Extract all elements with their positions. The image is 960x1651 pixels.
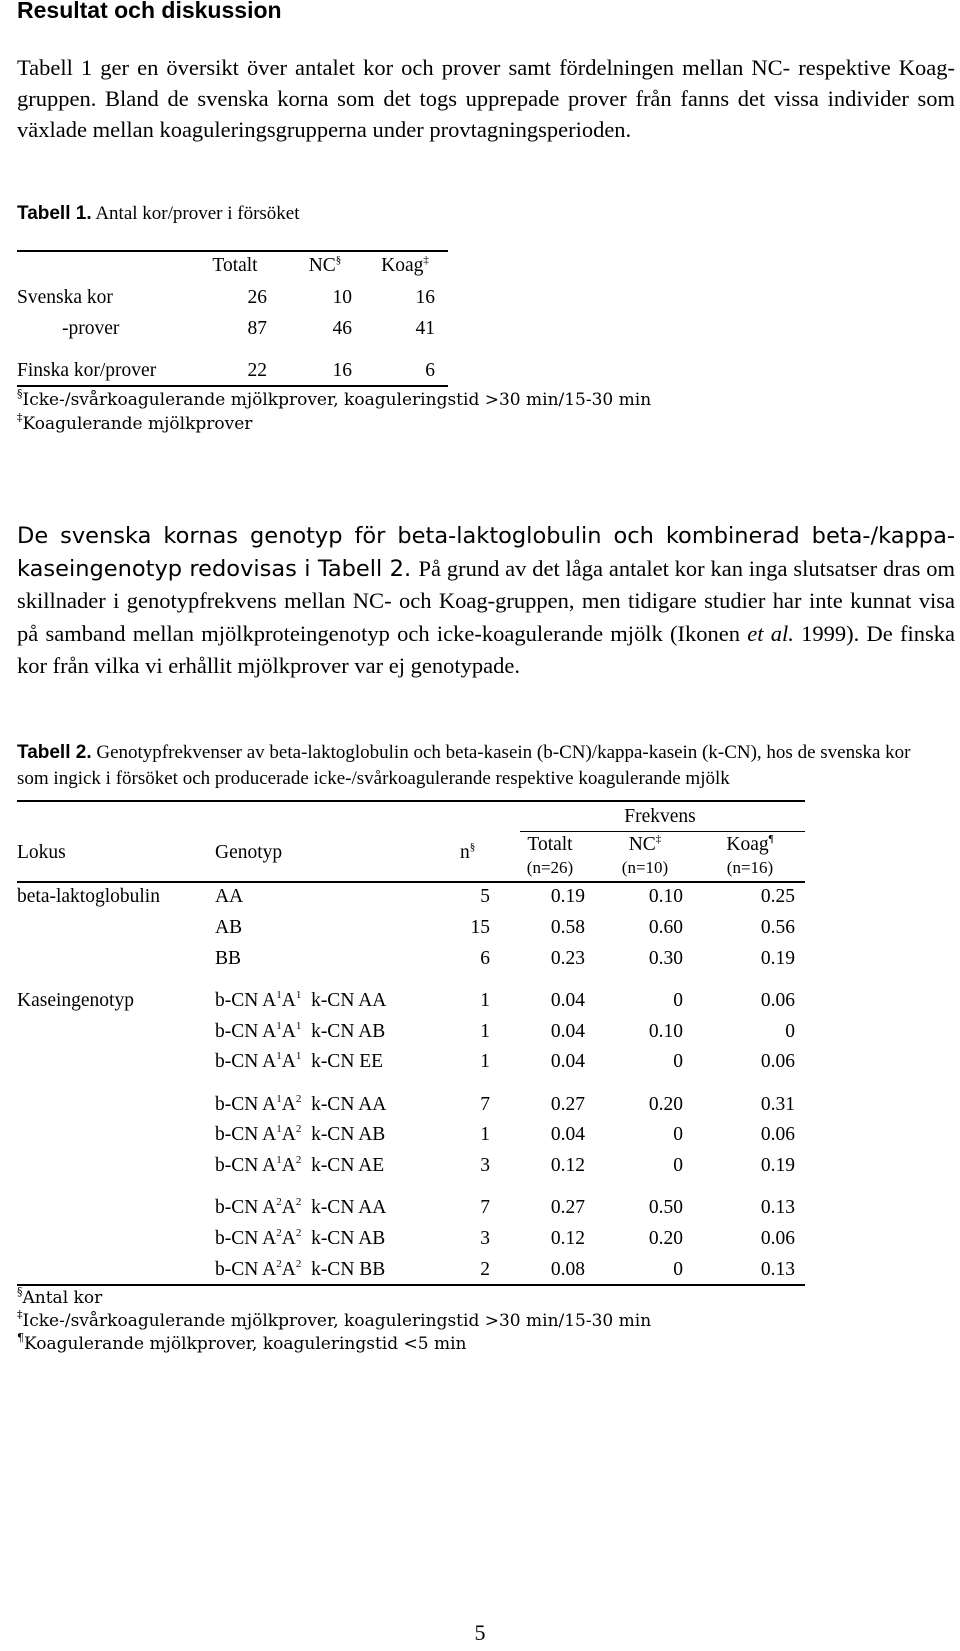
table2-top-rule [17, 800, 805, 802]
table2-totalt: 0.23 [550, 948, 585, 969]
table2-footnote: §Antal kor [17, 1285, 103, 1308]
table2-koag: 0.06 [760, 1124, 795, 1145]
table2-caption-text: Genotypfrekvenser av beta-laktoglobulin och beta-kasein (b-CN)/kappa-kasein (k-CN), hos de svenska kor som ingick i försöket och producerade icke-/svårkoagulerande respektive koagulerande mjölk [17, 742, 911, 789]
table2-n: 6 [480, 948, 490, 969]
table2-totalt: 0.27 [550, 1197, 585, 1218]
table2-totalt: 0.12 [550, 1155, 585, 1176]
table2-n: 1 [480, 990, 490, 1011]
table2-n: 15 [470, 917, 490, 938]
table2-nc: 0.10 [648, 1021, 683, 1042]
table2-header-koag: Koag¶ [726, 833, 774, 855]
table2-genotyp: b-CN $A^2A^2$ k-CN AA [215, 1196, 387, 1218]
table2-koag: 0.56 [760, 917, 795, 938]
paragraph-genotype-part1: De svenska kornas genotyp för beta-laktoglobulin och kombinerad beta-/kappa-kaseingenotyp redovisas i Tabell 2. [17, 523, 955, 582]
table2-caption [17, 740, 945, 792]
table2-koag: 0.06 [760, 990, 795, 1011]
table1-header-totalt: Totalt [212, 255, 258, 276]
table2-totalt: 0.04 [550, 1021, 585, 1042]
table2-n: 1 [480, 1124, 490, 1145]
table1-row-label: -prover [62, 318, 120, 339]
table2-nc: 0 [673, 1051, 683, 1072]
table2-header-totalt: Totalt [527, 834, 573, 855]
table2-nc: 0.10 [648, 886, 683, 907]
table1-caption [17, 203, 300, 225]
table1-cell: 26 [247, 287, 267, 308]
table2-genotyp: AB [215, 917, 243, 938]
table2-bottom-rule [17, 1284, 805, 1286]
table2-header-n: n§ [460, 841, 476, 863]
table2-koag: 0.31 [760, 1094, 795, 1115]
table1-cell: 46 [332, 318, 352, 339]
table2-nc: 0.20 [648, 1228, 683, 1249]
table2-nc: 0 [673, 1155, 683, 1176]
paragraph-genotype [17, 521, 955, 683]
table2-nc: 0.50 [648, 1197, 683, 1218]
table2-genotyp: b-CN $A^2A^2$ k-CN BB [215, 1258, 386, 1280]
table1-footnote: ‡Koagulerande mjölkprover [17, 411, 253, 434]
table2-totalt: 0.04 [550, 990, 585, 1011]
table2-lokus: beta-laktoglobulin [17, 886, 160, 907]
table2-koag: 0.25 [760, 886, 795, 907]
table2-koag: 0.13 [760, 1197, 795, 1218]
table2-genotyp: b-CN $A^1A^1$ k-CN AB [215, 1020, 386, 1042]
table2-totalt: 0.19 [550, 886, 585, 907]
table2-header-rule [17, 881, 805, 883]
table1-header-koag: Koag‡ [381, 254, 429, 276]
table2-totalt: 0.04 [550, 1124, 585, 1145]
table1-cell: 87 [247, 318, 267, 339]
table2-header-genotyp: Genotyp [215, 842, 283, 863]
table1-cell: 6 [425, 360, 435, 381]
table1-header-nc: NC§ [308, 254, 342, 276]
table2-nc: 0 [673, 1259, 683, 1280]
table2-genotyp: b-CN $A^1A^2$ k-CN AE [215, 1154, 385, 1176]
table1-caption-label: Tabell 1. [17, 203, 92, 224]
table2-totalt: 0.12 [550, 1228, 585, 1249]
table2-genotyp: AA [215, 886, 244, 907]
table2-n: 3 [480, 1228, 490, 1249]
table1-cell: 10 [332, 287, 352, 308]
paragraph-genotype-part2: På grund av det låga antalet kor kan inga slutsatser dras om skillnader i genotypfrekvens mellan NC- och Koag-gruppen, men tidigare studier har inte kunnat visa på samband mellan mjölkproteingenotyp och icke-koagulerande mjölk (Ikonen et al. 1999). De finska kor från vilka vi erhållit mjölkprover var ej genotypade. [17, 555, 956, 678]
table2-header-nc-n: (n=10) [621, 858, 669, 877]
table2-genotyp: BB [215, 948, 242, 969]
table2-n: 1 [480, 1021, 490, 1042]
table1-bottom-rule [17, 385, 448, 387]
table2-genotyp: b-CN $A^1A^2$ k-CN AA [215, 1093, 387, 1115]
table2-lokus: Kaseingenotyp [17, 990, 134, 1011]
table2-n: 5 [480, 886, 490, 907]
table2-nc: 0.30 [648, 948, 683, 969]
table2-koag: 0.06 [760, 1051, 795, 1072]
table2-nc: 0.60 [648, 917, 683, 938]
table2-caption-label: Tabell 2. [17, 742, 92, 763]
table1-row-label: Svenska kor [17, 287, 113, 308]
table1-row-label: Finska kor/prover [17, 360, 157, 381]
table2-koag: 0 [785, 1021, 795, 1042]
table2-nc: 0 [673, 990, 683, 1011]
table2-genotyp: b-CN $A^2A^2$ k-CN AB [215, 1227, 386, 1249]
table2-nc: 0 [673, 1124, 683, 1145]
paragraph-intro: Tabell 1 ger en översikt över antalet kor och prover samt fördelningen mellan NC- respektive Koag-gruppen. Bland de svenska korna som det togs upprepade prover från fanns det vissa individer som växlade mellan koaguleringsgrupperna under provtagningsperioden. [17, 55, 955, 142]
table1-cell: 22 [247, 360, 267, 381]
table2-n: 7 [480, 1094, 490, 1115]
table2-genotyp: b-CN $A^1A^2$ k-CN AB [215, 1123, 386, 1145]
table2-n: 2 [480, 1259, 490, 1280]
table2-nc: 0.20 [648, 1094, 683, 1115]
table1-cell: 16 [332, 360, 352, 381]
table2-n: 7 [480, 1197, 490, 1218]
table2-totalt: 0.58 [550, 917, 585, 938]
table1-top-rule [17, 250, 448, 252]
section-heading: Resultat och diskussion [17, 0, 282, 23]
table2-totalt: 0.08 [550, 1259, 585, 1280]
table2-koag: 0.19 [760, 948, 795, 969]
table2-header-lokus: Lokus [17, 842, 66, 863]
table2-footnote: ¶Koagulerande mjölkprover, koaguleringstid <5 min [17, 1331, 467, 1354]
table2-totalt: 0.27 [550, 1094, 585, 1115]
page-number: 5 [474, 1620, 486, 1645]
table2-n: 3 [480, 1155, 490, 1176]
table2-totalt: 0.04 [550, 1051, 585, 1072]
table2-header-nc: NC‡ [628, 833, 662, 855]
table1-cell: 16 [415, 287, 435, 308]
table2-group-header: Frekvens [624, 806, 696, 827]
table2-genotyp: b-CN $A^1A^1$ k-CN AA [215, 989, 387, 1011]
table2-koag: 0.13 [760, 1259, 795, 1280]
table2-header-totalt-n: (n=26) [526, 858, 574, 877]
table2-koag: 0.19 [760, 1155, 795, 1176]
table2-group-rule [520, 831, 805, 832]
table1-caption-text: Antal kor/prover i försöket [95, 203, 300, 224]
table2-header-koag-n: (n=16) [726, 858, 774, 877]
table1-footnote: §Icke-/svårkoagulerande mjölkprover, koaguleringstid >30 min/15-30 min [17, 387, 652, 410]
table2-genotyp: b-CN $A^1A^1$ k-CN EE [215, 1050, 384, 1072]
table2-n: 1 [480, 1051, 490, 1072]
table1-cell: 41 [415, 318, 435, 339]
table2-footnote: ‡Icke-/svårkoagulerande mjölkprover, koaguleringstid >30 min/15-30 min [17, 1308, 652, 1331]
table2-koag: 0.06 [760, 1228, 795, 1249]
